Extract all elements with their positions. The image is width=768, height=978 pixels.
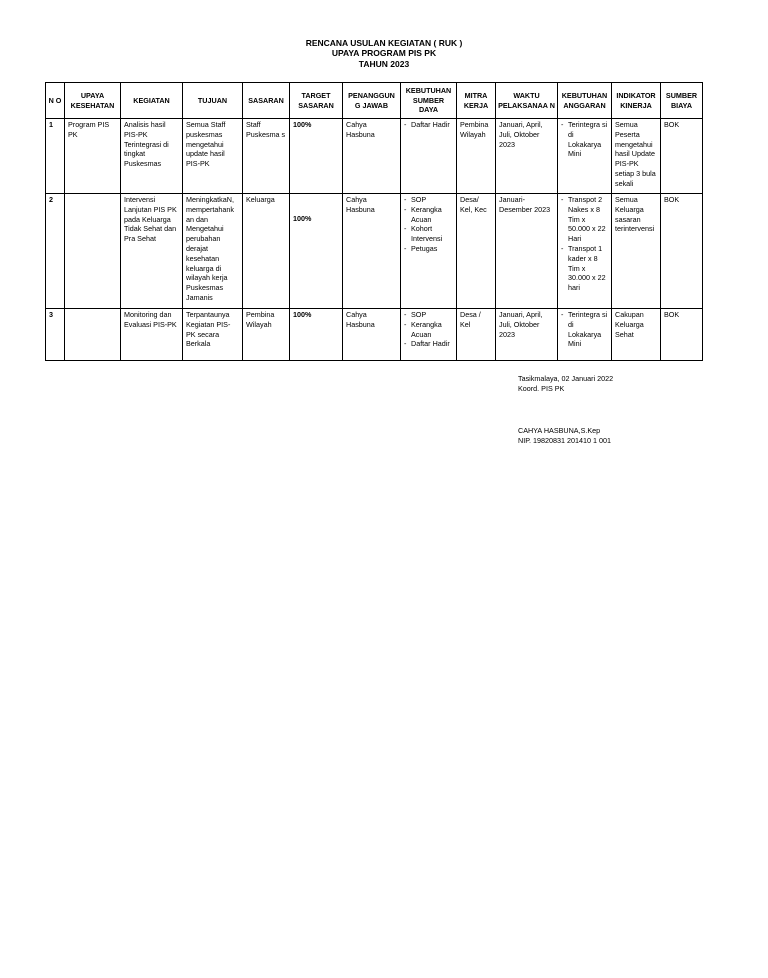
col-header-biaya: SUMBER BIAYA [661,83,703,119]
row-anggaran [558,194,612,309]
row-sumber-daya [401,119,457,194]
row-upaya [65,194,121,309]
list-item: - Terintegra si di Lokakarya Mini [561,310,608,349]
list-item: - SOP [404,195,453,205]
list-item: - Terintegra si di Lokakarya Mini [561,120,608,159]
row-tujuan: Terpantaunya Kegiatan PIS-PK secara Berkala [183,309,243,361]
col-header-sasaran: SASARAN [243,83,290,119]
row-waktu: Januari, April, Juli, Oktober 2023 [496,309,558,361]
col-header-no: N O [46,83,65,119]
row-sumber-daya [401,309,457,361]
table-row [46,194,703,309]
row-pj: Cahya Hasbuna [343,194,401,309]
row-kegiatan: Analisis hasil PIS-PK Terintegrasi di tingkat Puskesmas [121,119,183,194]
row-upaya: Program PIS PK [65,119,121,194]
col-header-mitra: MITRA KERJA [457,83,496,119]
row-kegiatan: Intervensi Lanjutan PIS PK pada Keluarga Tidak Sehat dan Pra Sehat [121,194,183,309]
signature-nip: NIP. 19820831 201410 1 001 [518,436,611,445]
signature-role: Koord. PIS PK [518,384,565,393]
row-target: 100% [290,194,343,309]
row-waktu: Januari, April, Juli, Oktober 2023 [496,119,558,194]
col-header-tujuan: TUJUAN [183,83,243,119]
ruk-table [45,82,703,361]
list-item: - Transpot 2 Nakes x 8 Tim x 50.000 x 22 Hari [561,195,608,244]
row-biaya: BOK [661,119,703,194]
row-kegiatan: Monitoring dan Evaluasi PIS-PK [121,309,183,361]
row-sasaran: Keluarga [243,194,290,309]
row-pj: Cahya Hasbuna [343,119,401,194]
col-header-indikator: INDIKATOR KINERJA [612,83,661,119]
table-header-row [46,83,703,119]
row-no: 2 [46,194,65,309]
row-indikator: Semua Peserta mengetahui hasil Update PIS-PK setiap 3 bula sekali [612,119,661,194]
row-mitra: Pembina Wilayah [457,119,496,194]
list-item: - Petugas [404,244,453,254]
row-indikator: Semua Keluarga sasaran terintervensi [612,194,661,309]
list-item: - Kerangka Acuan [404,205,453,225]
row-biaya: BOK [661,309,703,361]
col-header-waktu: WAKTU PELAKSANAA N [496,83,558,119]
row-mitra: Desa/ Kel, Kec [457,194,496,309]
row-biaya: BOK [661,194,703,309]
row-sasaran: Staff Puskesma s [243,119,290,194]
table-row [46,309,703,361]
col-header-target: TARGET SASARAN [290,83,343,119]
row-tujuan: MeningkatkaN, mempertahank an dan Mengetahui perubahan derajat kesehatan keluarga di wilayah kerja Puskesmas Jamanis [183,194,243,309]
list-item: - Kerangka Acuan [404,320,453,340]
col-header-sumber-daya: KEBUTUHAN SUMBER DAYA [401,83,457,119]
col-header-upaya: UPAYA KESEHATAN [65,83,121,119]
document-title: RENCANA USULAN KEGIATAN ( RUK ) [305,38,463,48]
row-mitra: Desa / Kel [457,309,496,361]
row-no: 1 [46,119,65,194]
row-anggaran [558,309,612,361]
signature-place-date: Tasikmalaya, 02 Januari 2022 [518,374,614,383]
row-target: 100% [290,119,343,194]
document-year: TAHUN 2023 [358,59,410,69]
row-sumber-daya [401,194,457,309]
list-item: - Daftar Hadir [404,339,453,349]
list-item: - Daftar Hadir [404,120,453,130]
row-tujuan: Semua Staff puskesmas mengetahui update hasil PIS-PK [183,119,243,194]
row-waktu: Januari- Desember 2023 [496,194,558,309]
row-sasaran: Pembina Wilayah [243,309,290,361]
document-subtitle: UPAYA PROGRAM PIS PK [331,48,437,58]
signature-name: CAHYA HASBUNA,S.Kep [518,426,601,435]
row-target: 100% [290,309,343,361]
row-upaya [65,309,121,361]
table-row [46,119,703,194]
list-item: - Kohort Intervensi [404,224,453,244]
row-no: 3 [46,309,65,361]
col-header-anggaran: KEBUTUHAN ANGGARAN [558,83,612,119]
col-header-kegiatan: KEGIATAN [121,83,183,119]
row-pj: Cahya Hasbuna [343,309,401,361]
col-header-pj: PENANGGUN G JAWAB [343,83,401,119]
row-indikator: Cakupan Keluarga Sehat [612,309,661,361]
row-anggaran [558,119,612,194]
list-item: - Transpot 1 kader x 8 Tim x 30.000 x 22 hari [561,244,608,293]
list-item: - SOP [404,310,453,320]
